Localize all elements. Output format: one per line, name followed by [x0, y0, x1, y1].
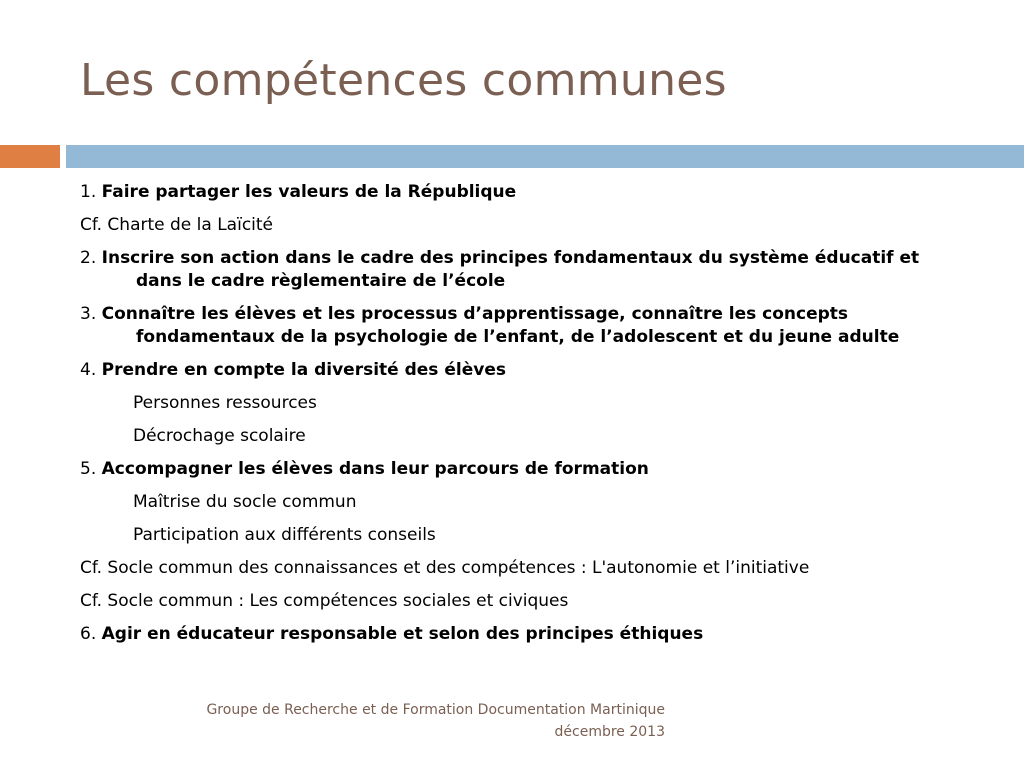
item-4 — [80, 359, 980, 382]
item-1 — [80, 181, 980, 204]
item-text: Faire partager les valeurs de la République — [101, 182, 517, 202]
item-2 — [80, 247, 980, 293]
item-number: 2. — [80, 248, 97, 268]
item-text: Inscrire son action dans le cadre des principes fondamentaux du système éducatif et — [101, 248, 920, 268]
item-text-continued: fondamentaux de la psychologie de l’enfant, de l’adolescent et du jeune adulte — [136, 327, 900, 347]
slide-content — [80, 181, 980, 656]
item-3 — [80, 303, 980, 349]
reference-charte: Cf. Charte de la Laïcité — [80, 215, 274, 235]
item-5 — [80, 458, 980, 481]
slide-footer — [120, 699, 665, 743]
footer-organization: Groupe de Recherche et de Formation Documentation Martinique — [206, 702, 665, 718]
reference-socle-autonomie: Cf. Socle commun des connaissances et des compétences : L'autonomie et l’initiative — [80, 558, 810, 578]
item-text: Connaître les élèves et les processus d’apprentissage, connaître les concepts — [101, 304, 849, 324]
item-text: Prendre en compte la diversité des élèves — [101, 360, 506, 380]
item-number: 4. — [80, 360, 97, 380]
item-6 — [80, 623, 980, 646]
sub-item: Personnes ressources — [133, 393, 317, 413]
accent-bar-blue — [66, 145, 1024, 168]
reference-socle-civiques: Cf. Socle commun : Les compétences sociales et civiques — [80, 591, 569, 611]
footer-date: décembre 2013 — [554, 724, 665, 740]
sub-item: Participation aux différents conseils — [133, 525, 436, 545]
item-number: 3. — [80, 304, 97, 324]
sub-item: Décrochage scolaire — [133, 426, 306, 446]
item-number: 6. — [80, 624, 97, 644]
item-number: 1. — [80, 182, 97, 202]
slide-title: Les compétences communes — [80, 55, 727, 106]
accent-bar-orange — [0, 145, 60, 168]
sub-item: Maîtrise du socle commun — [133, 492, 357, 512]
item-text: Accompagner les élèves dans leur parcours de formation — [101, 459, 649, 479]
item-text-continued: dans le cadre règlementaire de l’école — [136, 271, 506, 291]
item-text: Agir en éducateur responsable et selon des principes éthiques — [101, 624, 704, 644]
item-number: 5. — [80, 459, 97, 479]
